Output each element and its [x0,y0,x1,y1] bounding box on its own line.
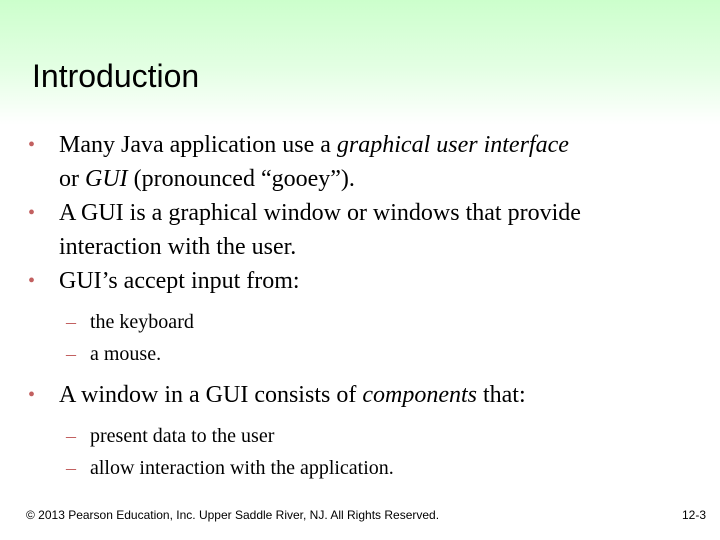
sub-bullet-mark: – [66,425,76,447]
sub-bullet-text: the keyboard [90,311,194,333]
bullet-item [0,378,700,412]
bullet-item [0,264,700,298]
sub-bullet-mark: – [66,343,76,365]
slide-body [0,128,700,484]
bullet-line [59,128,700,162]
bullet-emphasis: components [362,382,477,408]
bullet-line: GUI’s accept input from: [59,268,300,294]
bullet-emphasis: GUI [85,166,128,192]
bullet-item [0,128,700,196]
bullet-mark: • [28,270,36,292]
sub-bullet-item [0,420,700,452]
sub-bullet-item [0,452,700,484]
footer-copyright: © 2013 Pearson Education, Inc. Upper Saddle River, NJ. All Rights Reserved. [26,508,440,522]
bullet-text: that: [476,382,526,408]
sub-bullet-item [0,306,700,338]
bullet-line: A GUI is a graphical window or windows that provide [59,200,581,226]
bullet-line [59,378,700,412]
footer-page-number: 12-3 [681,508,706,522]
bullet-text: (pronounced “gooey”). [127,166,355,192]
sub-bullet-text: a mouse. [90,343,162,365]
bullet-line [59,162,700,196]
bullet-mark: • [28,384,36,406]
bullet-text: Many Java application use a [59,132,337,158]
sub-bullet-mark: – [66,311,76,333]
bullet-line: interaction with the user. [59,234,297,260]
bullet-text: A window in a GUI consists of [59,382,363,408]
bullet-text: or [59,166,85,192]
sub-bullet-item [0,338,700,370]
bullet-emphasis: graphical user interface [336,132,569,158]
sub-bullet-mark: – [66,457,76,479]
bullet-mark: • [28,134,36,156]
slide-title: Introduction [32,58,200,94]
sub-bullet-text: present data to the user [90,425,275,447]
bullet-item [0,196,700,264]
sub-bullet-text: allow interaction with the application. [90,457,394,479]
bullet-mark: • [28,202,36,224]
